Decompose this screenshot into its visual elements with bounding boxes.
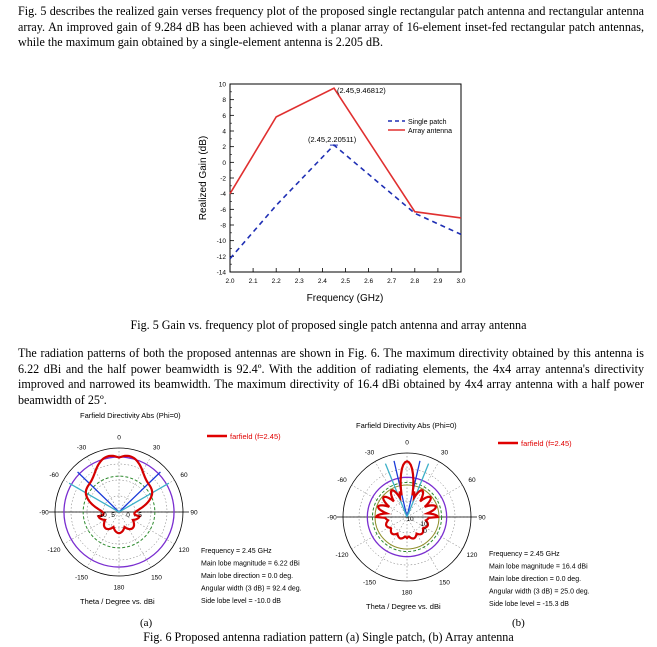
- polar-angle-label: 120: [466, 552, 478, 559]
- polar-angle-label: 60: [180, 472, 188, 479]
- x-tick-label: 2.3: [294, 278, 304, 285]
- polar-angle-label: -60: [49, 472, 59, 479]
- polar-angle-label: -150: [362, 579, 377, 587]
- y-tick-label: 8: [222, 97, 226, 105]
- polar-title-a: Farfield Directivity Abs (Phi=0): [80, 411, 181, 420]
- sublabel-a: (a): [140, 617, 153, 629]
- sublabel-b: (b): [512, 617, 525, 629]
- peak-annotation-single: (2.45,2.20511): [308, 135, 357, 144]
- fig5-caption: Fig. 5 Gain vs. frequency plot of proposed single patch antenna and array antenna: [130, 318, 527, 332]
- y-tick-label: -12: [216, 253, 226, 261]
- polar-axis-label-b: Theta / Degree vs. dBi: [366, 602, 441, 611]
- polar-angle-label: -120: [335, 552, 349, 559]
- x-tick-label: 2.1: [248, 278, 258, 285]
- gain-chart: [0, 70, 657, 390]
- polar-radial-label: 5: [111, 512, 115, 519]
- y-tick-label: -2: [220, 175, 226, 183]
- polar-title-b: Farfield Directivity Abs (Phi=0): [356, 421, 457, 430]
- x-tick-label: 2.2: [271, 278, 281, 285]
- y-tick-label: -14: [216, 269, 226, 277]
- polar-angle-label: 90: [478, 514, 486, 522]
- polar-angle-label: 180: [113, 584, 125, 592]
- polar-angle-label: -150: [74, 574, 89, 582]
- pattern-info-line: Main lobe direction = 0.0 deg.: [489, 576, 582, 583]
- pattern-info-line: Angular width (3 dB) = 92.4 deg.: [201, 585, 302, 593]
- legend-label-a: farfield (f=2.45): [230, 432, 281, 441]
- polar-angle-label: 150: [439, 579, 450, 587]
- x-axis-label: Frequency (GHz): [306, 293, 384, 304]
- polar-angle-label: 120: [178, 547, 190, 554]
- legend-label-array: Array antenna: [408, 128, 452, 135]
- pattern-info-line: Main lobe direction = 0.0 deg.: [201, 573, 294, 580]
- radiation-pattern-figure: [0, 400, 657, 630]
- plot-frame: [230, 84, 461, 272]
- polar-radial-label: 0: [423, 528, 427, 535]
- polar-angle-label: -90: [327, 514, 337, 522]
- x-tick-label: 2.7: [387, 278, 397, 285]
- polar-angle-label: -60: [337, 477, 347, 484]
- polar-angle-label: 0: [405, 439, 409, 447]
- peak-annotation-array: (2.45,9.46812): [337, 86, 386, 95]
- pattern-info-line: Angular width (3 dB) = 25.0 deg.: [489, 588, 590, 596]
- y-tick-label: -6: [220, 206, 226, 214]
- legend-label-b: farfield (f=2.45): [521, 439, 572, 448]
- y-tick-label: -4: [220, 191, 226, 199]
- fig6-caption: Fig. 6 Proposed antenna radiation pattern (a) Single patch, (b) Array antenna: [143, 630, 514, 644]
- polar-radial-label: 10: [406, 516, 414, 523]
- polar-angle-label: 0: [117, 434, 121, 442]
- polar-angle-label: 30: [440, 449, 449, 457]
- polar-radial-label: 10: [420, 521, 428, 528]
- polar-angle-label: 180: [401, 589, 413, 597]
- polar-angle-label: 60: [468, 477, 476, 484]
- x-tick-label: 3.0: [456, 278, 466, 285]
- pattern-info-line: Frequency = 2.45 GHz: [489, 551, 560, 558]
- y-tick-label: 10: [218, 81, 226, 89]
- pattern-info-line: Main lobe magnitude = 16.4 dBi: [489, 563, 588, 571]
- polar-angle-label: -30: [76, 444, 87, 452]
- polar-angle-label: 30: [152, 444, 161, 452]
- paragraph-radiation: The radiation patterns of both the proposed antennas are shown in Fig. 6. The maximum directivity obtained by this antenna is 6.22 dBi and the half power beamwidth is 92.4º. With the addition of radiating elements, the 4x4 array antenna's directivity improved and narrowed its beamwidth. The maximum directivity of 16.4 dBi obtained by 4x4 array antenna with a half power beamwidth of 25º.: [18, 346, 644, 407]
- y-tick-label: 4: [222, 128, 226, 136]
- polar-angle-label: -30: [364, 449, 375, 457]
- radiation-pattern-curve: [376, 461, 437, 538]
- x-tick-label: 2.0: [225, 278, 235, 285]
- x-tick-label: 2.8: [410, 278, 420, 285]
- polar-panel-b: [327, 421, 589, 611]
- legend-label-single: Single patch: [408, 119, 447, 126]
- x-tick-label: 2.6: [364, 278, 374, 285]
- polar-angle-label: 150: [151, 574, 162, 582]
- y-axis-label: Realized Gain (dB): [198, 135, 209, 221]
- pattern-info-line: Side lobe level = -15.3 dB: [489, 601, 569, 608]
- y-tick-label: 6: [222, 112, 226, 120]
- pattern-info-line: Side lobe level = -10.0 dB: [201, 598, 281, 605]
- polar-panel-a: [39, 411, 301, 606]
- x-tick-label: 2.9: [433, 278, 443, 285]
- y-tick-label: 0: [222, 159, 226, 167]
- polar-angle-label: -120: [47, 547, 61, 554]
- y-tick-label: -8: [220, 222, 226, 230]
- polar-angle-label: -90: [39, 509, 49, 517]
- y-tick-label: 2: [222, 144, 226, 152]
- polar-radial-label: 0: [126, 512, 130, 519]
- pattern-info-line: Frequency = 2.45 GHz: [201, 548, 272, 555]
- polar-radial-label: -10: [97, 512, 107, 519]
- y-tick-label: -10: [216, 238, 226, 246]
- pattern-info-line: Main lobe magnitude = 6.22 dBi: [201, 560, 300, 568]
- polar-angle-label: 90: [190, 509, 198, 517]
- x-tick-label: 2.5: [340, 278, 351, 285]
- x-tick-label: 2.4: [317, 278, 327, 285]
- polar-axis-label-a: Theta / Degree vs. dBi: [80, 597, 155, 606]
- polar-radial-label: 5: [138, 512, 142, 519]
- paragraph-intro: Fig. 5 describes the realized gain verses frequency plot of the proposed single rectangular patch antenna and rectangular antenna array. An improved gain of 9.284 dB has been achieved with a planar array of 16-element inset-fed rectangular patch antennas, while the maximum gain obtained by a single-element antenna is 2.205 dB.: [18, 4, 644, 49]
